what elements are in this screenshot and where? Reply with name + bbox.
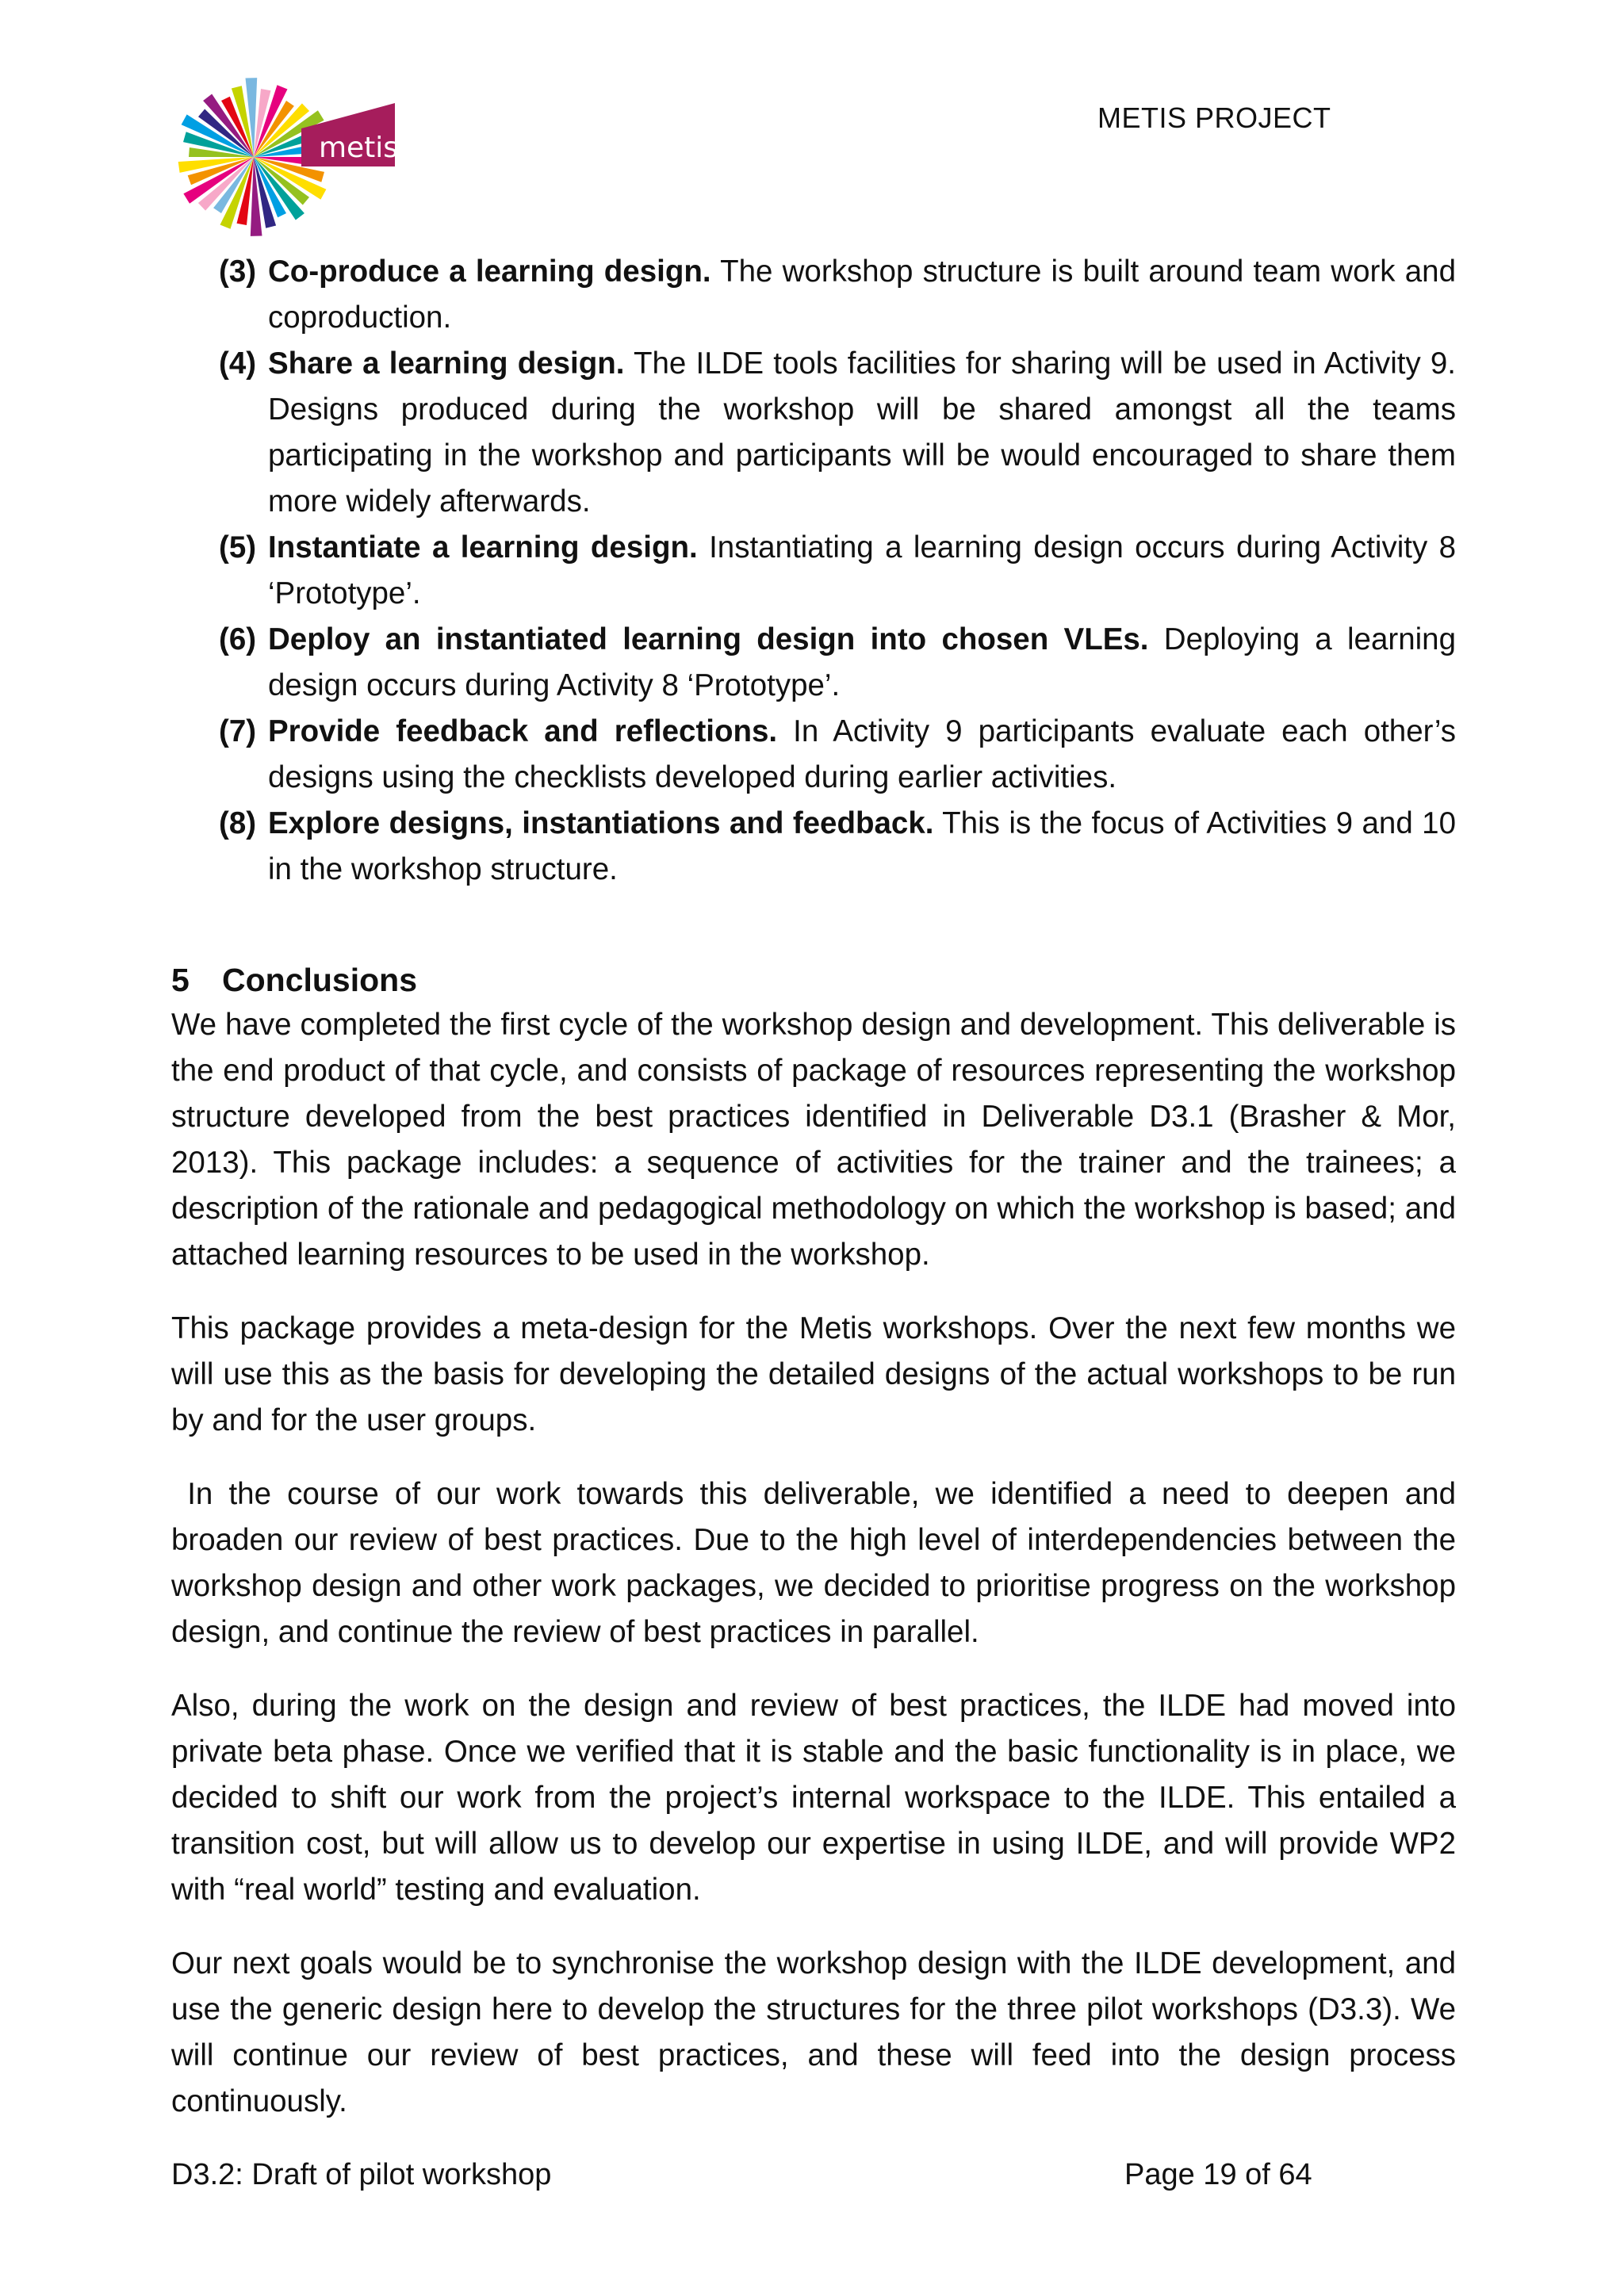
list-number: (5) xyxy=(219,530,257,564)
list-item xyxy=(219,341,1456,525)
list-lead: Co-produce a learning design. xyxy=(268,254,711,289)
list-number: (7) xyxy=(219,714,257,748)
metis-logo xyxy=(174,73,404,241)
paragraph: This package provides a meta-design for the Metis workshops. Over the next few months we will use this as the basis for developing the detailed designs of the actual workshops to be run by and for the user groups. xyxy=(171,1311,1456,1437)
list-number: (6) xyxy=(219,622,257,656)
list-number: (4) xyxy=(219,346,257,381)
list-number: (8) xyxy=(219,806,257,840)
list-item xyxy=(219,249,1456,341)
list-item xyxy=(219,801,1456,893)
list-text: The ILDE tools facilities for sharing will be used in Activity 9. Designs produced during the workshop will be shared amongst all the teams participating in the workshop and participants will be would encouraged to share them more widely afterwards. xyxy=(268,346,1456,519)
logo-text: metis xyxy=(318,132,399,164)
list-text: Deploying a learning design occurs during Activity 8 ‘Prototype’. xyxy=(268,622,1456,702)
header-title: METIS PROJECT xyxy=(1097,101,1331,134)
list-lead: Provide feedback and reflections. xyxy=(268,714,778,748)
list-item xyxy=(219,525,1456,617)
list-text: In Activity 9 participants evaluate each other’s designs using the checklists developed during earlier activities. xyxy=(268,714,1456,794)
list-text: This is the focus of Activities 9 and 10 in the workshop structure. xyxy=(268,806,1457,886)
section-number: 5 xyxy=(171,962,190,998)
section-heading xyxy=(171,958,417,1002)
paragraph: We have completed the first cycle of the workshop design and development. This deliverable is the end product of that cycle, and consists of package of resources representing the workshop structure developed from the best practices identified in Deliverable D3.1 (Brasher & Mor, 2013). This package includes: a sequence of activities for the trainer and the trainees; a description of the rationale and pedagogical methodology on which the workshop is based; and attached learning resources to be used in the workshop. xyxy=(171,1008,1456,1272)
list-item xyxy=(219,617,1456,709)
page-number: Page 19 of 64 xyxy=(1124,2158,1312,2191)
section-body xyxy=(171,1002,1465,2152)
list-text: Instantiating a learning design occurs during Activity 8 ‘Prototype’. xyxy=(268,530,1457,610)
list-lead: Deploy an instantiated learning design into chosen VLEs. xyxy=(268,622,1149,656)
section-title: Conclusions xyxy=(222,962,418,998)
list-text: The workshop structure is built around team work and coproduction. xyxy=(268,254,1456,335)
list-number: (3) xyxy=(219,254,257,289)
list-lead: Share a learning design. xyxy=(268,346,625,381)
paragraph: Also, during the work on the design and review of best practices, the ILDE had moved into private beta phase. Once we verified that it is stable and the basic functionality is in place, we decided to shift our work from the project’s internal workspace to the ILDE. This entailed a transition cost, but will allow us to develop our expertise in using ILDE, and will provide WP2 with “real world” testing and evaluation. xyxy=(171,1689,1456,1907)
paragraph: Our next goals would be to synchronise the workshop design with the ILDE development, and use the generic design here to develop the structures for the three pilot workshops (D3.3). We will continue our review of best practices, and these will feed into the design process continuously. xyxy=(171,1946,1456,2118)
list-item xyxy=(219,709,1456,801)
steps-list xyxy=(219,249,1456,893)
list-lead: Instantiate a learning design. xyxy=(268,530,698,564)
footer-document-title: D3.2: Draft of pilot workshop xyxy=(171,2158,552,2191)
paragraph: In the course of our work towards this deliverable, we identified a need to deepen and broaden our review of best practices. Due to the high level of interdependencies between the workshop design and other work packages, we decided to prioritise progress on the workshop design, and continue the review of best practices in parallel. xyxy=(171,1477,1465,1649)
list-lead: Explore designs, instantiations and feedback. xyxy=(268,806,934,840)
